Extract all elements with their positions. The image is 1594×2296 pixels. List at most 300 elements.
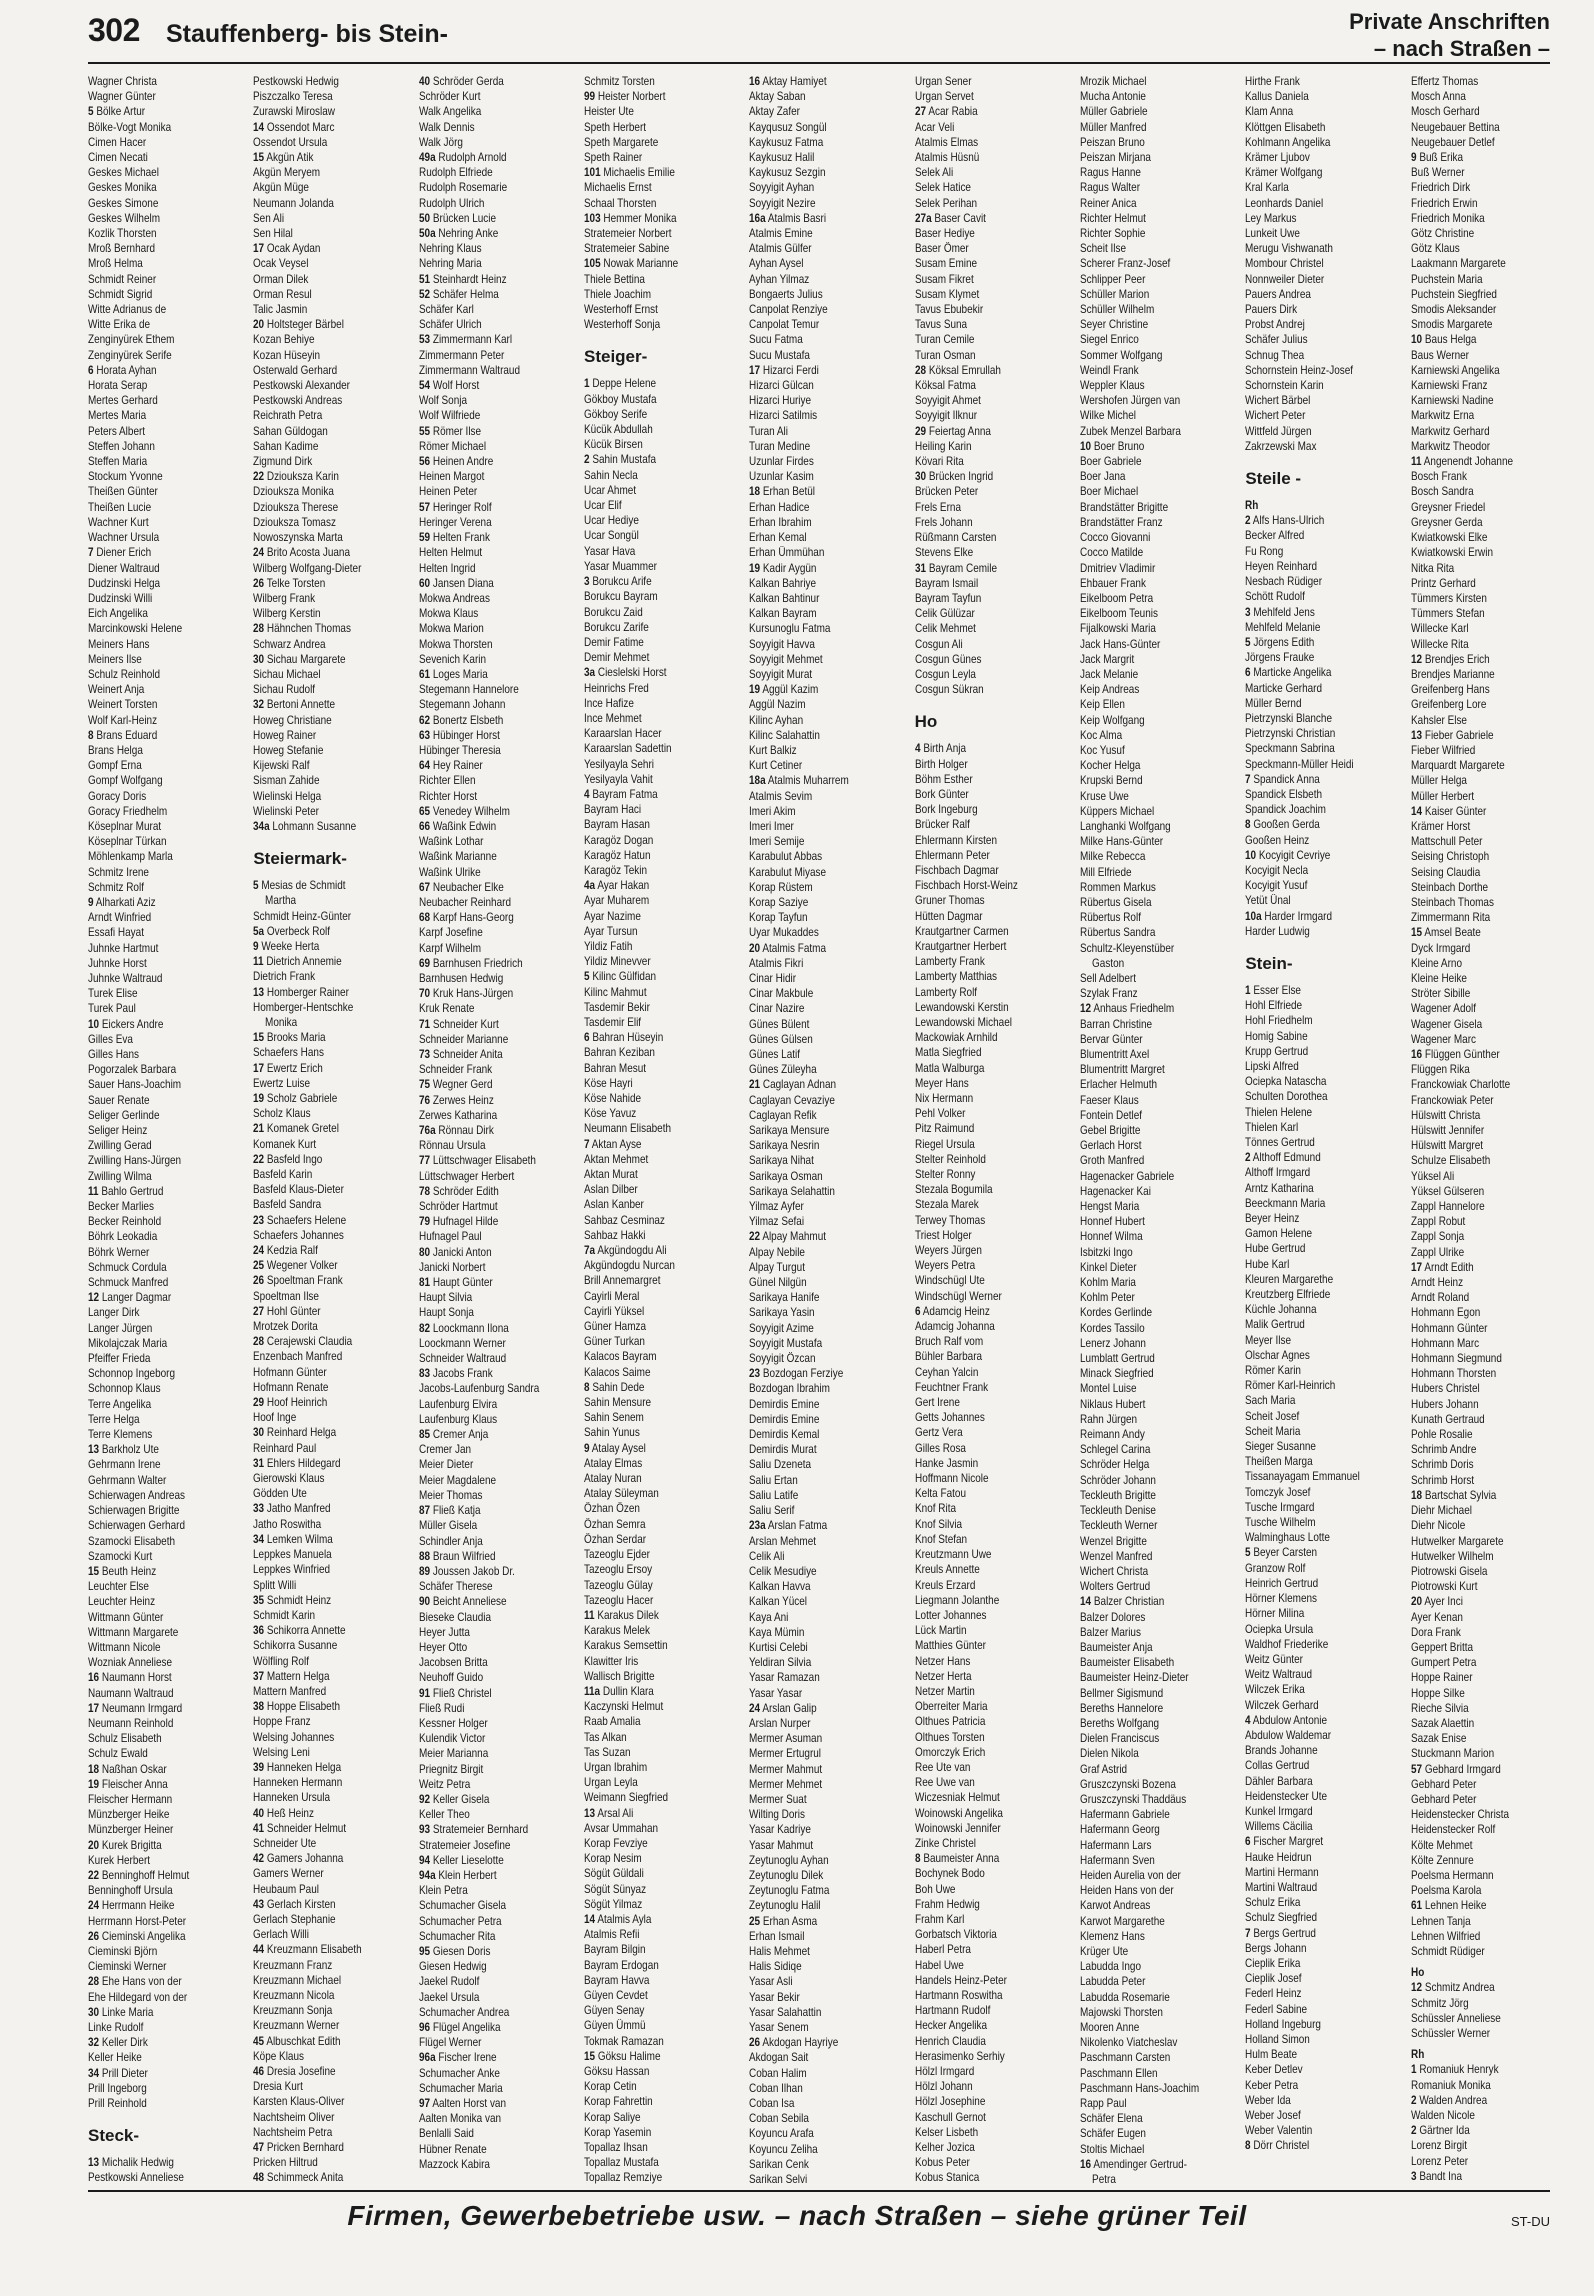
house-number: 26	[253, 576, 265, 590]
directory-entry: Kurt Balkiz	[749, 743, 797, 757]
directory-entry: Hoof Inge	[253, 1411, 297, 1425]
directory-entry: Schäfer Eugen	[1079, 2127, 1146, 2141]
directory-entry: Waßink Lothar	[418, 835, 484, 849]
directory-entry: Cieplik Josef	[1245, 1972, 1302, 1986]
directory-entry: Orman Dilek	[253, 272, 309, 286]
directory-entry: Peiszan Mirjana	[1079, 151, 1151, 165]
directory-entry: Meyer Ilse	[1245, 1333, 1292, 1347]
directory-entry: Yasar Hava	[583, 544, 636, 558]
directory-entry: 87 Fließ Katja	[418, 1504, 481, 1518]
directory-entry: Laufenburg Elvira	[418, 1397, 497, 1411]
directory-entry: Fleischer Hermann	[88, 1792, 173, 1806]
directory-entry: Sahin Necla	[583, 468, 638, 482]
directory-entry: 34 Lemken Wilma	[253, 1532, 334, 1546]
directory-entry: Ehe Hildegard von der	[88, 1990, 188, 2004]
house-number: 16	[88, 1671, 100, 1685]
directory-entry: Celik Mesudiye	[749, 1564, 817, 1578]
directory-entry: Schüssler Anneliese	[1410, 2011, 1501, 2025]
directory-entry: Bayram Erdogan	[583, 1958, 659, 1972]
directory-entry: Leppkes Winfried	[253, 1563, 331, 1577]
directory-entry: 28 Cerajewski Claudia	[253, 1335, 353, 1349]
directory-entry: Markwitz Theodor	[1410, 439, 1490, 453]
directory-entry: Gompf Wolfgang	[88, 774, 163, 788]
directory-entry: Kobus Stanica	[914, 2171, 979, 2185]
directory-entry: 41 Schneider Helmut	[253, 1821, 347, 1835]
directory-entry: Pestkowski Andreas	[253, 394, 343, 408]
directory-entry: Enzenbach Manfred	[253, 1350, 343, 1364]
directory-entry: Meier Marianna	[418, 1747, 488, 1761]
directory-entry: 18 Naßhan Oskar	[88, 1762, 167, 1776]
directory-entry: Münzberger Heike	[88, 1808, 170, 1822]
directory-entry: Helten Helmut	[418, 546, 482, 560]
directory-entry: Hohl Elfriede	[1245, 999, 1303, 1013]
directory-entry: Soyyigit Ayhan	[749, 181, 815, 195]
directory-entry: Wilting Doris	[749, 1808, 806, 1822]
directory-entry: Karagöz Tekin	[583, 863, 647, 877]
directory-entry: Szamocki Elisabeth	[88, 1534, 176, 1548]
directory-entry: Geskes Monika	[88, 181, 157, 195]
directory-entry: 5 Mesias de Schmidt	[253, 879, 346, 893]
directory-entry: Atalay Elmas	[583, 1456, 643, 1470]
house-number: 49a	[418, 151, 436, 165]
house-number: 55	[418, 424, 430, 438]
directory-entry: 9 Atalay Aysel	[583, 1441, 646, 1455]
directory-entry: Markwitz Gerhard	[1410, 424, 1490, 438]
directory-entry: Ströter Sibille	[1410, 987, 1470, 1001]
directory-entry: Kalkan Bahtinur	[749, 591, 820, 605]
directory-entry: Sahin Mensure	[583, 1396, 652, 1410]
directory-entry: Arndt Winfried	[88, 911, 152, 925]
directory-entry: 46 Dresia Josefine	[253, 2065, 336, 2078]
footer-rule	[88, 2190, 1550, 2192]
directory-entry: Langhanki Wolfgang	[1079, 819, 1171, 833]
directory-entry: Römer Karl-Heinrich	[1245, 1379, 1336, 1393]
directory-entry: Benlalli Said	[418, 2127, 474, 2141]
directory-entry: Sahbaz Hakki	[583, 1228, 646, 1242]
directory-entry: Hölzl Irmgard	[914, 2065, 974, 2078]
directory-entry: Thielen Helene	[1245, 1105, 1313, 1119]
directory-entry: Schonnop Ingeborg	[88, 1367, 176, 1381]
directory-entry: Bervar Günter	[1079, 1032, 1143, 1046]
directory-entry: Witte Adrianus de	[88, 303, 167, 317]
section-heading	[1349, 8, 1550, 62]
directory-entry: Montel Luise	[1079, 1382, 1137, 1396]
directory-entry: Zeytunoglu Ayhan	[749, 1853, 829, 1867]
directory-entry: Lorenz Peter	[1410, 2154, 1468, 2168]
directory-entry: 27a Baser Cavit	[914, 211, 986, 225]
directory-entry: 1 Esser Else	[1245, 983, 1302, 997]
house-number: 27	[253, 1304, 265, 1318]
directory-entry: 53 Zimmermann Karl	[418, 333, 512, 347]
directory-entry: Welsing Leni	[253, 1745, 311, 1759]
directory-entry: 11 Dietrich Annemie	[253, 955, 343, 969]
directory-entry: Yilmaz Sefai	[749, 1215, 805, 1229]
directory-entry: Sarikaya Yasin	[749, 1306, 815, 1320]
directory-entry: 105 Nowak Marianne	[583, 257, 679, 271]
directory-entry: 40 Heß Heinz	[253, 1806, 315, 1820]
directory-entry: 10a Harder Irmgard	[1245, 909, 1333, 923]
directory-entry: Piotrowski Gisela	[1410, 1564, 1488, 1578]
house-number: 38	[253, 1700, 265, 1714]
directory-entry: Peters Albert	[88, 424, 146, 438]
directory-entry: Schött Rudolf	[1245, 590, 1306, 604]
directory-entry: Karabulut Miyase	[749, 865, 827, 879]
directory-entry: Kelser Lisbeth	[914, 2125, 978, 2139]
directory-entry: Heiling Karin	[914, 439, 972, 453]
directory-entry: Cremer Jan	[418, 1443, 471, 1457]
directory-entry: Koc Yusuf	[1079, 743, 1125, 757]
directory-entry: 29 Hoof Heinrich	[253, 1396, 328, 1410]
directory-entry: Sucu Mustafa	[749, 348, 811, 362]
directory-entry: Heidenstecker Ute	[1245, 1789, 1328, 1803]
directory-entry: Teckleuth Brigitte	[1079, 1488, 1156, 1502]
directory-entry: 29 Feiertag Anna	[914, 424, 991, 438]
directory-entry: Lewandowski Kerstin	[914, 1000, 1009, 1014]
directory-entry: Greysner Gerda	[1410, 515, 1483, 529]
directory-entry: Schierwagen Gerhard	[88, 1519, 185, 1533]
house-number: 13	[88, 2156, 100, 2170]
directory-entry: Adamcig Johanna	[914, 1320, 995, 1334]
directory-entry: Neumann Jolanda	[253, 196, 335, 210]
directory-entry: Theißen Marga	[1245, 1455, 1313, 1469]
directory-entry: 35 Schmidt Heinz	[253, 1593, 332, 1607]
directory-entry: 93 Stratemeier Bernhard	[418, 1823, 528, 1837]
directory-entry: Borukcu Zarife	[583, 620, 649, 634]
directory-entry: Rübertus Gisela	[1079, 895, 1152, 909]
house-number: 15	[253, 1031, 265, 1045]
house-number: 57	[418, 500, 430, 514]
directory-entry: 17 Ocak Aydan	[253, 242, 321, 256]
directory-entry: 8 Sahin Dede	[583, 1380, 645, 1394]
directory-entry: Ociepka Natascha	[1245, 1075, 1327, 1089]
directory-entry: Wolf Wilfriede	[418, 409, 480, 423]
directory-entry: Atalmis Refii	[583, 1928, 640, 1942]
directory-entry: Müller Herbert	[1410, 789, 1474, 803]
directory-entry: Smodis Aleksander	[1410, 303, 1497, 317]
house-number: 51	[418, 272, 430, 286]
street-heading: Steile -	[1245, 469, 1302, 489]
directory-entry: Fu Rong	[1245, 544, 1284, 558]
directory-entry: Hubers Christel	[1410, 1382, 1480, 1396]
directory-entry: Brill Annemargret	[583, 1274, 661, 1288]
directory-entry: Ley Markus	[1245, 211, 1297, 225]
directory-entry: Leuchter Else	[88, 1580, 149, 1594]
directory-entry: Hutwelker Wilhelm	[1410, 1549, 1494, 1563]
directory-entry: Turek Elise	[88, 987, 138, 1001]
directory-entry: Friedrich Erwin	[1410, 196, 1478, 210]
directory-entry: Mermer Ertugrul	[749, 1747, 822, 1761]
directory-entry: 20 Kurek Brigitta	[88, 1838, 162, 1852]
directory-entry: Saliu Serif	[749, 1504, 795, 1518]
house-number: 3	[1410, 2169, 1417, 2183]
directory-entry: Zurawski Miroslaw	[253, 105, 336, 119]
page-number: 302	[88, 12, 140, 48]
directory-entry: Leuchter Heinz	[88, 1595, 156, 1609]
house-number: 2	[1410, 2093, 1417, 2107]
directory-entry: Susam Fikret	[914, 272, 974, 286]
directory-entry: Speth Herbert	[583, 120, 647, 134]
directory-entry: 45 Albuschkat Edith	[253, 2034, 341, 2048]
directory-entry: Ayar Muharem	[583, 894, 650, 908]
directory-entry: Bayram Haci	[583, 803, 642, 817]
directory-entry: Olthues Patricia	[914, 1715, 986, 1729]
directory-entry: Tasdemir Bekir	[583, 1000, 650, 1014]
directory-entry: Hizarci Satilmis	[749, 409, 818, 423]
directory-entry: Speckmann Sabrina	[1245, 742, 1336, 756]
directory-entry: Stelter Ronny	[914, 1168, 976, 1182]
directory-entry: Rönnau Ursula	[418, 1139, 486, 1153]
directory-entry: Ociepka Ursula	[1245, 1622, 1314, 1636]
directory-entry: Sieger Susanne	[1245, 1440, 1317, 1454]
directory-entry: Hanneken Ursula	[253, 1791, 331, 1805]
directory-entry: Gruszczynski Bozena	[1079, 1777, 1176, 1791]
directory-entry: Selek Ali	[914, 166, 953, 180]
house-number: 24	[88, 1899, 100, 1913]
house-number: 11	[583, 1608, 595, 1622]
directory-entry: Yetüt Ünal	[1245, 894, 1291, 908]
house-number: 2	[583, 453, 590, 467]
directory-entry: Erhan Ibrahim	[749, 515, 812, 529]
directory-entry: 49a Rudolph Arnold	[418, 151, 507, 165]
directory-entry: Turan Medine	[749, 439, 811, 453]
directory-entry: 21 Caglayan Adnan	[749, 1078, 837, 1092]
directory-entry: Tusche Wilhelm	[1245, 1516, 1316, 1530]
directory-entry: Keip Wolfgang	[1079, 713, 1145, 727]
directory-entry: Küchle Johanna	[1245, 1303, 1317, 1317]
directory-entry: Reiner Anica	[1079, 196, 1137, 210]
directory-entry: Matla Walburga	[914, 1061, 985, 1075]
directory-entry: Aktay Zafer	[749, 105, 801, 119]
directory-entry: Stegemann Johann	[418, 698, 506, 712]
house-number: 34a	[253, 819, 270, 833]
directory-entry: Tümmers Kirsten	[1410, 591, 1487, 605]
directory-entry: Kral Karla	[1245, 181, 1290, 195]
directory-entry: Avsar Ummahan	[583, 1821, 659, 1835]
house-number: 39	[253, 1760, 265, 1774]
directory-entry: Dudzinski Helga	[88, 576, 161, 590]
directory-entry: Schüller Wilhelm	[1079, 303, 1155, 317]
directory-entry: Schumacher Andrea	[418, 2005, 510, 2019]
directory-entry: Yesilyayla Vahit	[583, 772, 653, 786]
directory-entry: Fijalkowski Maria	[1079, 622, 1156, 636]
directory-entry: Krupp Gertrud	[1245, 1044, 1309, 1058]
directory-entry: Kilinc Salahattin	[749, 728, 821, 742]
directory-entry: Sögüt Yilmaz	[583, 1897, 643, 1911]
directory-entry: Becker Reinhold	[88, 1215, 162, 1229]
directory-entry: Laufenburg Klaus	[418, 1412, 497, 1426]
directory-entry: 11 Karakus Dilek	[583, 1608, 659, 1622]
directory-entry: Hoffmann Nicole	[914, 1472, 989, 1486]
house-number: 27a	[914, 211, 932, 225]
directory-entry: Korap Fevziye	[583, 1836, 648, 1850]
directory-entry: Wölfling Rolf	[253, 1654, 310, 1668]
directory-entry: 24 Kedzia Ralf	[253, 1244, 319, 1258]
house-number: 16	[1410, 1048, 1422, 1061]
directory-entry: 32 Keller Dirk	[88, 2036, 148, 2050]
directory-entry: Bosch Frank	[1410, 470, 1467, 484]
directory-entry: Schmuck Manfred	[88, 1276, 169, 1290]
house-number: 15	[88, 1564, 100, 1578]
house-number: 15	[583, 2049, 596, 2063]
directory-entry: Triest Holger	[914, 1228, 972, 1242]
directory-entry: 38 Hoppe Elisabeth	[253, 1700, 341, 1714]
directory-entry: Köseplnar Murat	[88, 819, 162, 833]
directory-entry: Sarikaya Osman	[749, 1169, 824, 1183]
directory-entry: Sarikaya Mensure	[749, 1124, 830, 1138]
directory-entry: Soyyigit Nezire	[749, 196, 816, 210]
directory-entry: 23 Schaefers Helene	[253, 1213, 347, 1227]
directory-entry: 83 Jacobs Frank	[418, 1367, 493, 1381]
directory-entry: Hohl Friedhelm	[1245, 1014, 1313, 1028]
directory-entry: Giesen Hedwig	[418, 1960, 487, 1974]
directory-entry: Tasdemir Elif	[583, 1015, 642, 1029]
directory-entry: Nowoszynska Marta	[253, 531, 344, 545]
house-number: 25	[749, 1914, 761, 1928]
directory-entry: Erhan Hadice	[749, 500, 810, 514]
house-number: 30	[253, 652, 265, 666]
house-number: 1	[1245, 983, 1251, 997]
directory-entry: Siegel Enrico	[1079, 333, 1139, 347]
directory-entry: Özhan Serdar	[583, 1532, 647, 1546]
house-number: 17	[749, 363, 761, 377]
directory-entry: Götz Klaus	[1410, 242, 1460, 256]
directory-entry: Schmidt Reiner	[88, 272, 157, 286]
directory-entry: Yüksel Gülseren	[1410, 1184, 1484, 1198]
directory-entry: Hübinger Theresia	[418, 743, 501, 757]
directory-entry: Zwilling Wilma	[88, 1169, 152, 1183]
directory-entry: Diehr Michael	[1410, 1504, 1472, 1518]
house-number: 37	[253, 1669, 265, 1683]
directory-entry: Greifenberg Hans	[1410, 683, 1490, 697]
directory-entry: Bahran Mesut	[583, 1061, 647, 1075]
directory-entry: Baumeister Elisabeth	[1079, 1656, 1175, 1670]
directory-entry: Selek Hatice	[914, 181, 971, 195]
house-number: 34	[88, 2066, 100, 2080]
directory-entry: Günel Nilgün	[749, 1276, 807, 1290]
directory-entry: Gilles Eva	[88, 1032, 133, 1046]
directory-entry: Walden Nicole	[1410, 2109, 1475, 2123]
directory-entry: Zimmermann Peter	[418, 348, 504, 362]
directory-entry: 19 Aggül Kazim	[749, 683, 819, 697]
directory-entry: Aktan Murat	[583, 1168, 638, 1182]
directory-entry: Günes Bülent	[749, 1017, 810, 1031]
directory-entry: Erhan Ümmühan	[749, 546, 825, 560]
directory-entry: Piszczalko Teresa	[253, 90, 333, 104]
directory-entry: Kayqusuz Songül	[749, 120, 827, 134]
directory-entry: Nesbach Rüdiger	[1245, 575, 1323, 589]
directory-entry: Printz Gerhard	[1410, 576, 1476, 590]
directory-entry: Tazeoglu Ersoy	[583, 1563, 653, 1577]
house-number: 3	[1245, 605, 1251, 619]
directory-entry: Blumentritt Axel	[1079, 1048, 1150, 1061]
directory-entry: Diener Waltraud	[88, 561, 160, 575]
house-number: 28	[88, 1975, 100, 1989]
directory-entry: Walk Angelika	[418, 105, 481, 119]
directory-entry: Karniewski Angelika	[1410, 363, 1500, 377]
directory-entry: 15 Beuth Heinz	[88, 1564, 157, 1578]
directory-entry: Zerwes Katharina	[418, 1108, 497, 1122]
directory-entry: Scheit Ilse	[1079, 242, 1126, 256]
house-number: 4a	[583, 879, 596, 893]
directory-entry: Lenerz Johann	[1079, 1336, 1146, 1350]
directory-entry: Sauer Renate	[88, 1093, 150, 1107]
directory-entry: Hülswitt Margret	[1410, 1139, 1483, 1153]
house-number: 81	[418, 1276, 430, 1290]
directory-entry: Tas Suzan	[583, 1745, 631, 1759]
directory-entry: Aktay Saban	[749, 90, 806, 104]
directory-entry: Martini Hermann	[1245, 1865, 1320, 1879]
directory-entry: Harder Ludwig	[1245, 924, 1311, 938]
directory-entry: Rudolph Ulrich	[418, 196, 485, 210]
directory-entry: Müller Bernd	[1245, 696, 1302, 710]
directory-entry: Seising Claudia	[1410, 865, 1480, 879]
directory-entry: 14 Ossendot Marc	[253, 120, 335, 134]
directory-entry: Karakus Semsettin	[583, 1639, 668, 1653]
directory-entry: 80 Janicki Anton	[418, 1245, 492, 1259]
directory-entry: Akdogan Sait	[749, 2051, 809, 2065]
directory-entry: Theißen Günter	[88, 485, 158, 499]
directory-entry: Wachner Ursula	[88, 531, 160, 545]
house-number: 40	[418, 75, 430, 88]
directory-entry: Gilles Hans	[88, 1048, 139, 1061]
directory-entry: Kalacos Bayram	[583, 1350, 657, 1364]
directory-entry: Jörgens Frauke	[1245, 651, 1315, 665]
directory-entry: Tönnes Gertrud	[1245, 1136, 1316, 1149]
house-number: 11a	[583, 1684, 601, 1698]
directory-entry: Scherer Franz-Josef	[1079, 257, 1171, 271]
directory-entry: Demirdis Emine	[749, 1397, 820, 1411]
house-number: 2	[1410, 2124, 1417, 2138]
directory-entry: Hoppe Silke	[1410, 1686, 1465, 1700]
directory-entry: Weber Valentin	[1245, 2124, 1313, 2138]
directory-entry: Buß Werner	[1410, 166, 1465, 180]
directory-entry: 20 Ayer Inci	[1410, 1595, 1463, 1609]
directory-entry: Zappl Sonja	[1410, 1230, 1464, 1244]
directory-entry: Tomczyk Josef	[1245, 1485, 1311, 1499]
directory-entry: Akgün Meryem	[253, 166, 321, 180]
house-number: 14	[1410, 804, 1422, 818]
directory-column	[915, 74, 1072, 2186]
directory-entry: 47 Pricken Bernhard	[253, 2141, 345, 2155]
directory-entry: Mooren Anne	[1079, 2021, 1140, 2034]
directory-entry: Seyer Christine	[1079, 318, 1149, 332]
house-number: 20	[1410, 1595, 1422, 1609]
directory-entry: Malik Gertrud	[1245, 1318, 1306, 1332]
directory-entry: Piotrowski Kurt	[1410, 1580, 1478, 1594]
directory-entry: Korap Fahrettin	[583, 2095, 653, 2109]
directory-entry: Mosch Anna	[1410, 90, 1466, 104]
directory-entry: Celik Mehmet	[914, 622, 976, 636]
directory-entry: Soyyigit Mehmet	[749, 652, 824, 666]
directory-entry: Gert Irene	[914, 1396, 960, 1410]
directory-entry: Stoltis Michael	[1079, 2142, 1145, 2156]
house-number: 10a	[1245, 909, 1262, 923]
directory-entry: Zappl Hannelore	[1410, 1200, 1485, 1214]
directory-entry: Leonhards Daniel	[1245, 196, 1324, 210]
directory-entry: Neugebauer Bettina	[1410, 120, 1500, 134]
directory-entry: Zigmund Dirk	[253, 455, 313, 469]
house-number: 89	[418, 1564, 430, 1578]
directory-entry: Ucar Songül	[583, 529, 639, 543]
directory-entry: Gehrmann Walter	[88, 1473, 167, 1487]
directory-entry: 12 Anhaus Friedhelm	[1079, 1002, 1175, 1016]
directory-entry: Schröder Johann	[1079, 1473, 1156, 1487]
directory-entry: Howeg Rainer	[253, 728, 317, 742]
directory-entry: Essafi Hayat	[88, 926, 144, 940]
directory-entry: Bayram Tayfun	[914, 591, 981, 605]
directory-entry: Schikorra Susanne	[253, 1639, 338, 1653]
directory-entry: Zappl Robut	[1410, 1215, 1465, 1229]
